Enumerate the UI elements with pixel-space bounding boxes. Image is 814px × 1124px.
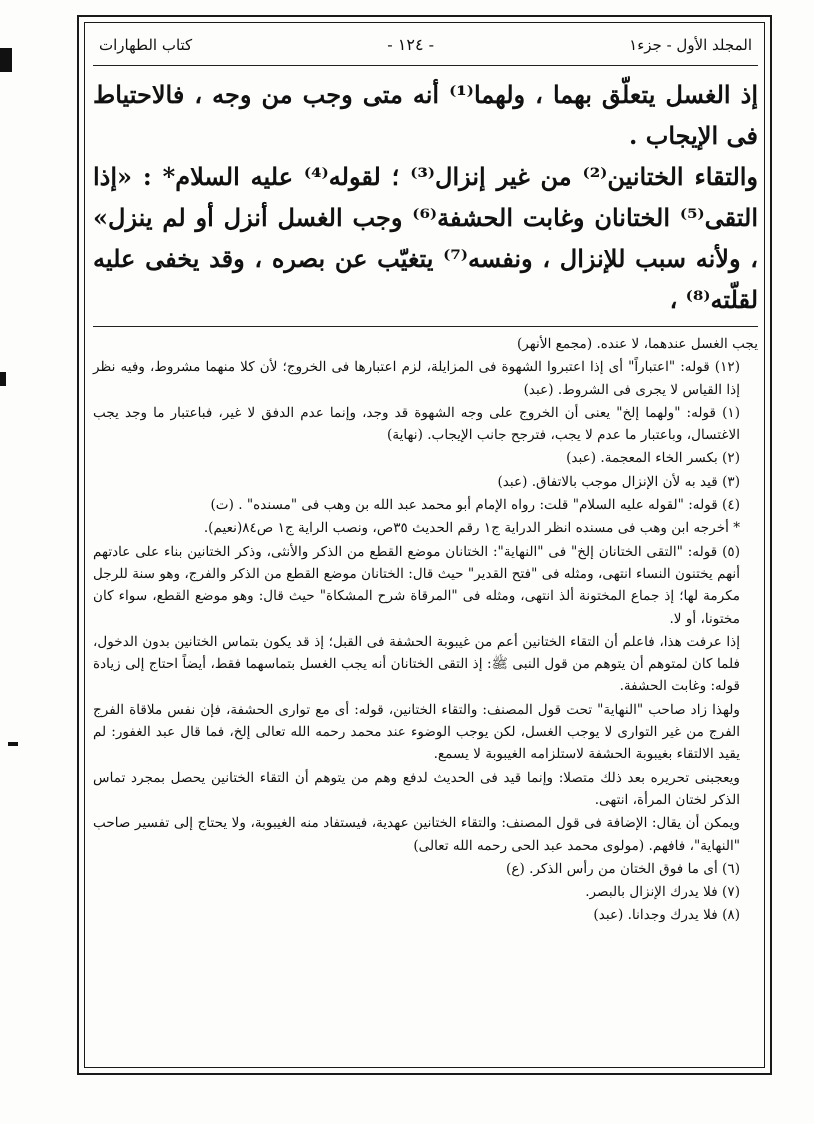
footnote: (٨) فلا يدرك وجدانا. (عبد) <box>593 907 740 924</box>
footnote: (١) قوله: "ولهما إلخ" يعنى أن الخروج على وجه الشهوة قد وجد، وإنما عدم الدفق لا غير، فباعتبار ما وجد يجب الاغتسال، وباعتبار ما عدم لا يجب، فترجح جانب الإيجاب. (نهاية) <box>93 404 740 444</box>
footnote: (٤) قوله: "لقوله عليه السلام" قلت: رواه الإمام أبو محمد عبد الله بن وهب فى "مسنده" . (ت) <box>210 497 740 514</box>
footnote: إذا عرفت هذا، فاعلم أن التقاء الختانين أعم من غيبوبة الحشفة فى القبل؛ إذ قد يكون بتماس الختانين بدون الدخول، فلما كان لمتوهم أن يتوهم من قول النبى ﷺ: إذ التقى الختانان أنه يجب الغسل بتماسهما فقط، أيضاً احتاج إلى زيادة قوله: وغابت الحشفة. <box>93 633 740 695</box>
footnote: ويمكن أن يقال: الإضافة فى قول المصنف: والتقاء الختانين عهدية، فيستفاد منه الغيبوبة، ولا يحتاج إلى تفسير صاحب "النهاية"، فافهم. (مولوى محمد عبد الحى رحمه الله تعالى) <box>93 815 740 854</box>
footnote: (٢) بكسر الخاء المعجمة. (عبد) <box>566 450 740 467</box>
footnotes <box>93 333 758 927</box>
page <box>93 24 758 1064</box>
footnote-separator <box>93 326 758 327</box>
scan-mark-left <box>0 372 6 386</box>
main-paragraph-2: والتقاء الختانين⁽²⁾ من غير إنزال⁽³⁾ ؛ لقوله⁽⁴⁾ عليه السلام* : «إذا التقى⁽⁵⁾ الختانان وغابت الحشفة⁽⁶⁾ وجب الغسل أنزل أو لم ينزل» ، ولأنه سبب للإنزال ، ونفسه⁽⁷⁾ يتغيّب عن بصره ، وقد يخفى عليه لقلّته⁽⁸⁾ ، <box>93 162 759 314</box>
main-text <box>93 74 758 320</box>
footnote: (٥) قوله: "التقى الختانان إلخ" فى "النهاية": الختانان موضع القطع من الذكر والأنثى، وذكر الختانين بناء على عادتهم أنهم يختنون النساء انتهى، ومثله فى "فتح القدير" حيث قال: الختانان موضع القطع من الذكر والفرج، وهو سنة للرجل مكرمة لها؛ إذ جماع المختونة ألذ انتهى، ومثله فى "المرقاة شرح المشكاة" حيث قال: وهو موضع القطع، سواء كان مختونا، أو لا. <box>93 543 740 627</box>
footnote: (٧) فلا يدرك الإنزال بالبصر. <box>585 884 740 901</box>
footnote: (٦) أى ما فوق الختان من رأس الذكر. (ع) <box>506 860 740 877</box>
footnote: يجب الغسل عندهما، لا عنده. (مجمع الأنهر) <box>516 336 758 352</box>
scan-mark-top-left <box>0 48 12 72</box>
volume-label: المجلد الأول - جزء١ <box>629 35 752 54</box>
footnote: (٣) قيد به لأن الإنزال موجب بالاتفاق. (عبد) <box>497 473 740 490</box>
page-number: - ١٢٤ - <box>387 35 435 54</box>
footnote: ولهذا زاد صاحب "النهاية" تحت قول المصنف: والتقاء الختانين، قوله: أى مع توارى الحشفة، فإن نفس ملاقاة الفرج الفرج من غير التوارى لا يوجب الغسل، لكن يوجب الوضوء عند محمد رحمه الله تعالى إلخ، فما قال عبد الغفور: لم يقيد الالتقاء بغيبوبة الحشفة لاستلزامه الغيبوبة لا يسمع. <box>93 701 740 763</box>
footnote-reference: * أخرجه ابن وهب فى مسنده انظر الدراية ج١ رقم الحديث ٣٥ص، ونصب الراية ج١ ص٨٤(نعيم). <box>203 520 740 537</box>
footnote: (١٢) قوله: "اعتباراً" أى إذا اعتبروا الشهوة فى المزايلة، لزم اعتبارها فى الخروج؛ لأن كلا منهما مشروط، وفيه نظر إذا القياس لا يجرى فى الشروط. (عبد) <box>93 359 740 398</box>
page-header <box>93 24 758 66</box>
footnote: ويعجبنى تحريره بعد ذلك متصلا: وإنما قيد فى الحديث لدفع وهم من يتوهم أن التقاء الختانين يحصل بمجرد تماس الذكر لختان المرأة، انتهى. <box>93 769 740 808</box>
main-paragraph-1: إذ الغسل يتعلّق بهما ، ولهما⁽¹⁾ أنه متى وجب من وجه ، فالاحتياط فى الإيجاب . <box>93 80 758 150</box>
scan-mark-left-2 <box>8 742 18 746</box>
book-section-title: كتاب الطهارات <box>99 35 193 54</box>
